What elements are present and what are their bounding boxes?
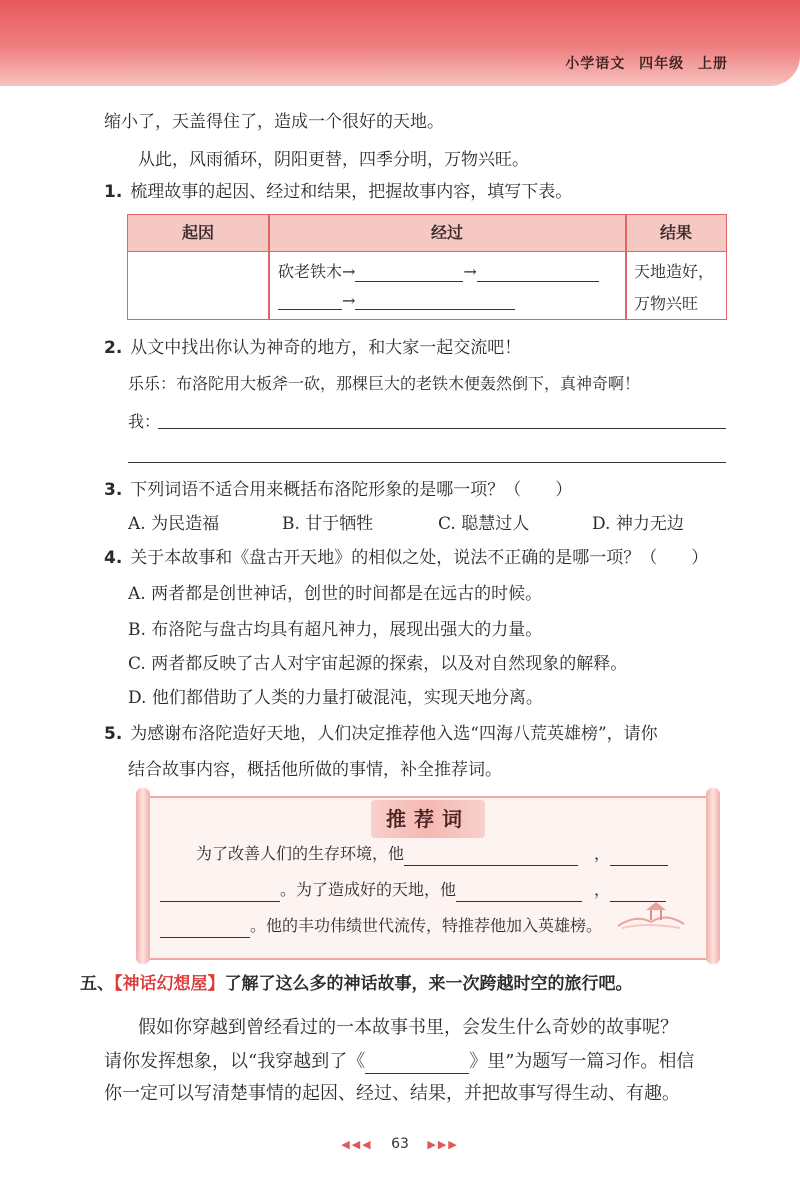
q4-option-d[interactable]: D. 他们都借助了人类的力量打破混沌，实现天地分离。: [128, 688, 543, 708]
question-4-text: 关于本故事和《盘古开天地》的相似之处，说法不正确的是哪一项？（ ）: [130, 548, 709, 568]
question-2: [104, 336, 521, 360]
q3-option-d[interactable]: D. 神力无边: [592, 514, 684, 534]
section-5-p1: 假如你穿越到曾经看过的一本故事书里，会发生什么奇妙的故事呢？: [138, 1017, 678, 1038]
header-band: [0, 0, 800, 86]
answer-line-2[interactable]: [128, 462, 726, 463]
scroll-title: 推荐词: [386, 807, 470, 831]
question-1-number: 1.: [104, 182, 123, 202]
scroll-line-2: [160, 878, 666, 902]
left-arrows-icon: ◀◀◀: [341, 1138, 373, 1151]
q3-option-a[interactable]: A. 为民造福: [128, 514, 220, 534]
scroll-blank-2[interactable]: [610, 847, 668, 866]
scroll-blank-6[interactable]: [160, 919, 250, 938]
section-5-p2-b: 》里”为题写一篇习作。相信: [469, 1051, 695, 1072]
q4-option-c[interactable]: C. 两者都反映了古人对宇宙起源的探索，以及对自然现象的解释。: [128, 654, 628, 674]
header-result: 结果: [659, 223, 692, 242]
result-line-1: 天地造好，: [634, 262, 715, 281]
me-label: 我：: [128, 412, 161, 431]
passage-line-1: 缩小了，天盖得住了，造成一个很好的天地。: [104, 112, 444, 132]
section-5-heading: [80, 972, 633, 996]
header-title: [565, 53, 728, 73]
question-2-text: 从文中找出你认为神奇的地方，和大家一起交流吧！: [130, 338, 522, 358]
section-5-title: 了解了这么多的神话故事，来一次跨越时空的旅行吧。: [224, 974, 633, 994]
header-subject: 小学语文: [565, 56, 626, 72]
section-5-p2-a: 请你发挥想象，以“我穿越到了《: [104, 1051, 366, 1072]
scroll-blank-4[interactable]: [456, 883, 582, 902]
question-4-number: 4.: [104, 548, 123, 568]
q3-option-b[interactable]: B. 甘于牺牲: [282, 514, 374, 534]
process-row-1: [278, 259, 599, 282]
question-5-text-2: 结合故事内容，概括他所做的事情，补全推荐词。: [128, 760, 502, 780]
arrow-icon: →: [342, 262, 356, 281]
answer-line-1[interactable]: [158, 428, 726, 429]
passage-line-2: 从此，风雨循环，阴阳更替，四季分明，万物兴旺。: [138, 150, 529, 170]
question-2-number: 2.: [104, 338, 123, 358]
scroll-rod-right: [706, 788, 720, 964]
question-3-number: 3.: [104, 480, 123, 500]
process-row-2: [278, 291, 515, 310]
process-blank-4[interactable]: [355, 291, 515, 310]
question-2-example: 乐乐：布洛陀用大板斧一砍，那棵巨大的老铁木便轰然倒下，真神奇啊！: [128, 374, 641, 393]
question-1-text: 梳理故事的起因、经过和结果，把握故事内容，填写下表。: [130, 182, 573, 202]
q3-option-c[interactable]: C. 聪慧过人: [438, 514, 530, 534]
header-grade: 四年级: [639, 56, 685, 72]
scroll-comma: ，: [594, 844, 611, 863]
scroll-line-3: [160, 914, 602, 938]
section-5-p2: [104, 1050, 694, 1074]
right-arrows-icon: ▶▶▶: [427, 1138, 459, 1151]
scroll-comma: ，: [594, 880, 611, 899]
arrow-icon: →: [342, 291, 356, 310]
scroll-line-2-text: 。为了造成好的天地，他: [280, 880, 457, 899]
page-footer: [0, 1136, 800, 1152]
question-3: [104, 478, 572, 502]
process-blank-2[interactable]: [477, 263, 599, 282]
q4-option-a[interactable]: A. 两者都是创世神话，创世的时间都是在远古的时候。: [128, 584, 543, 604]
process-blank-3[interactable]: [278, 291, 342, 310]
book-title-blank[interactable]: [365, 1055, 469, 1074]
question-5: [104, 722, 658, 746]
result-line-2: 万物兴旺: [634, 294, 699, 313]
scroll-blank-3[interactable]: [160, 883, 280, 902]
header-process: 经过: [430, 223, 463, 242]
question-1: [104, 180, 572, 204]
scroll-line-1: [196, 842, 668, 866]
q4-option-b[interactable]: B. 布洛陀与盘古均具有超凡神力，展现出强大的力量。: [128, 620, 543, 640]
process-start: 砍老铁木: [278, 262, 343, 281]
scroll-blank-1[interactable]: [404, 847, 578, 866]
question-5-number: 5.: [104, 724, 123, 744]
section-5-p3: 你一定可以写清楚事情的起因、经过、结果，并把故事写得生动、有趣。: [104, 1083, 680, 1104]
page-number: 63: [391, 1136, 409, 1152]
header-cause: 起因: [181, 223, 214, 242]
header-volume: 上册: [698, 56, 728, 72]
question-3-text: 下列词语不适合用来概括布洛陀形象的是哪一项？（ ）: [130, 480, 573, 500]
question-4: [104, 546, 708, 570]
section-5-label: 【神话幻想屋】: [114, 974, 225, 994]
process-blank-1[interactable]: [355, 263, 463, 282]
section-5-number: 五、: [80, 974, 114, 994]
story-table: [127, 214, 727, 320]
arrow-icon: →: [463, 262, 477, 281]
cause-blank-cell[interactable]: [140, 259, 258, 309]
scroll-line-1-text: 为了改善人们的生存环境，他: [196, 844, 405, 863]
question-5-text-1: 为感谢布洛陀造好天地，人们决定推荐他入选“四海八荒英雄榜”，请你: [130, 724, 658, 744]
scroll-line-3-text: 。他的丰功伟绩世代流传，特推荐他加入英雄榜。: [250, 916, 603, 935]
pavilion-icon: [616, 896, 686, 930]
scroll-rod-left: [136, 788, 150, 964]
